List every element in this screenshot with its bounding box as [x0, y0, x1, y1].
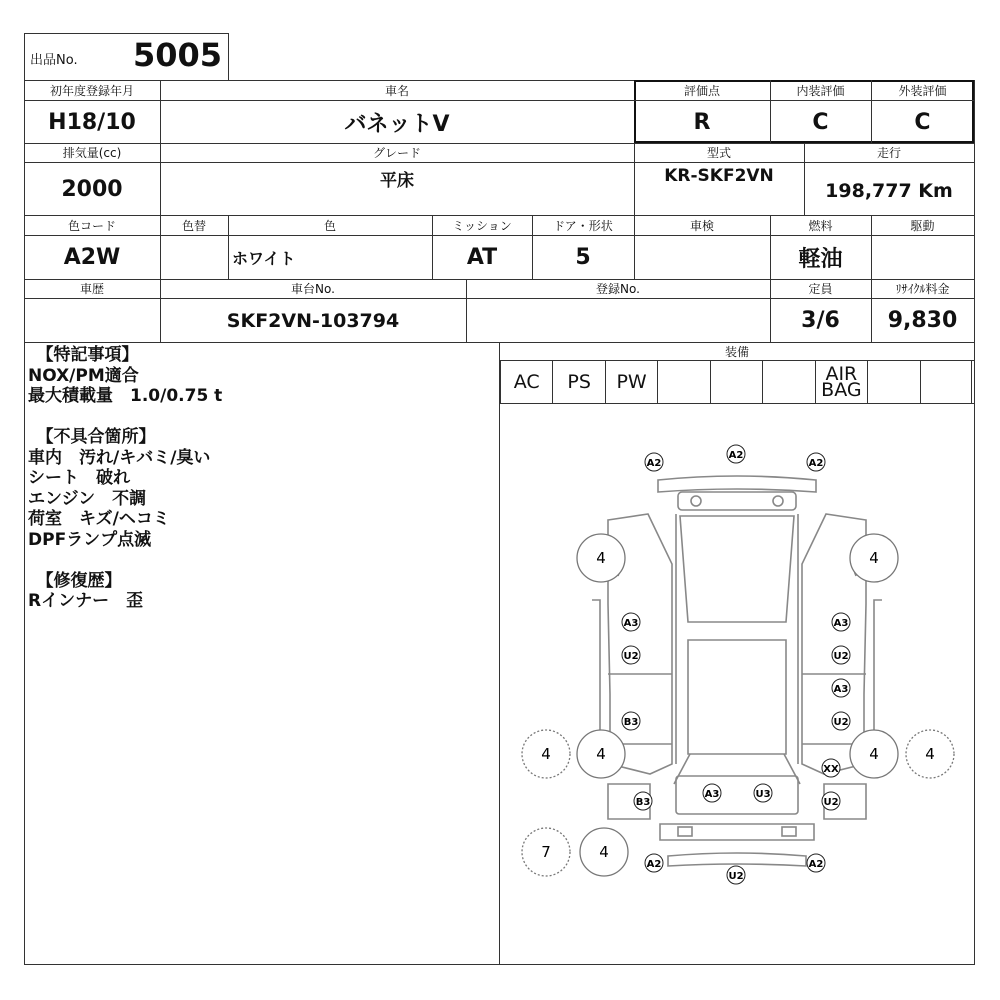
mission-label: ミッション — [452, 218, 512, 233]
capacity-label: 定員 — [808, 282, 833, 296]
damage-mark: U2 — [823, 797, 839, 808]
damage-mark: A3 — [704, 789, 720, 800]
registration-value — [466, 299, 770, 342]
model-label: 型式 — [706, 146, 731, 160]
damage-mark: A2 — [808, 859, 824, 870]
damage-mark: U2 — [728, 871, 744, 882]
tire-text: 7 — [541, 843, 551, 861]
repaint-label: 色替 — [181, 218, 206, 233]
mileage-label: 走行 — [876, 146, 901, 160]
model-value: KR-SKF2VN — [664, 166, 774, 186]
color-code-value: A2W — [63, 245, 121, 270]
damage-mark: B3 — [623, 717, 639, 728]
damage-mark: A2 — [728, 450, 744, 461]
tire-text: 4 — [596, 549, 606, 567]
inspection-value — [634, 236, 770, 279]
first-reg-value: H18/10 — [48, 109, 136, 135]
exterior-value: C — [914, 109, 931, 135]
color-label: 色 — [323, 218, 336, 233]
history-value — [24, 299, 160, 342]
door-value: 5 — [575, 245, 591, 270]
recycle-value: 9,830 — [887, 308, 958, 333]
tire-text: 4 — [869, 549, 879, 567]
equipment-cell: PW — [605, 360, 657, 403]
damage-mark: A3 — [833, 618, 849, 629]
car-name-value: バネットV — [344, 111, 450, 137]
tire-text: 4 — [925, 745, 935, 763]
tire-text: 4 — [599, 843, 609, 861]
equipment-cell — [710, 360, 762, 403]
damage-mark: A2 — [808, 458, 824, 469]
exterior-label: 外装評価 — [898, 84, 947, 98]
color-code-label: 色コード — [67, 218, 116, 233]
drive-value — [871, 236, 974, 279]
history-label: 車歴 — [79, 282, 104, 296]
displacement-label: 排気量(cc) — [62, 146, 122, 160]
grade-value: 平床 — [380, 170, 414, 191]
registration-label: 登録No. — [596, 282, 640, 296]
interior-value: C — [812, 109, 829, 135]
damage-mark: A3 — [623, 618, 639, 629]
drive-label: 駆動 — [910, 218, 935, 233]
chassis-value: SKF2VN-103794 — [226, 309, 400, 332]
mileage-value: 198,777 Km — [825, 180, 953, 202]
tire-text: 4 — [596, 745, 606, 763]
mission-value: AT — [466, 245, 498, 270]
equipment-cell: AC — [500, 360, 552, 403]
tire-text: 4 — [869, 745, 879, 763]
fuel-label: 燃料 — [808, 218, 833, 233]
damage-mark: XX — [823, 764, 839, 775]
score-value: R — [693, 109, 711, 135]
repaint-value — [160, 236, 228, 279]
recycle-label: ﾘｻｲｸﾙ料金 — [895, 282, 950, 296]
equipment-row — [500, 360, 972, 403]
lot-number: 5005 — [132, 36, 222, 74]
equipment-cell: PS — [552, 360, 604, 403]
chassis-label: 車台No. — [291, 282, 335, 296]
damage-diagram — [500, 404, 974, 964]
notes-text: 【特記事項】 NOX/PM適合 最大積載量 1.0/0.75 t 【不具合箇所】 車内 汚れ/キバミ/臭い シート 破れ エンジン 不調 荷室 キズ/ヘコミ DPFランプ点滅 【修復歴】 Rインナー 歪 — [28, 345, 223, 611]
equipment-cell — [867, 360, 919, 403]
equipment-cell — [762, 360, 814, 403]
damage-mark: U2 — [833, 717, 849, 728]
color-value: ホワイト — [232, 249, 296, 268]
inspection-label: 車検 — [689, 218, 714, 233]
damage-mark: A3 — [833, 684, 849, 695]
grade-label: グレード — [372, 146, 421, 160]
equipment-cell — [920, 360, 972, 403]
damage-mark: A2 — [646, 458, 662, 469]
interior-label: 内装評価 — [796, 84, 845, 98]
damage-mark: U2 — [833, 651, 849, 662]
capacity-value: 3/6 — [801, 308, 840, 333]
equipment-cell — [657, 360, 709, 403]
score-label: 評価点 — [683, 84, 720, 98]
car-name-label: 車名 — [384, 84, 409, 98]
fuel-value: 軽油 — [798, 247, 843, 272]
damage-mark: U3 — [755, 789, 771, 800]
equipment-cell: AIR BAG — [815, 360, 867, 403]
door-label: ドア・形状 — [553, 218, 613, 233]
displacement-value: 2000 — [61, 176, 123, 202]
tire-text: 4 — [541, 745, 551, 763]
damage-mark: A2 — [646, 859, 662, 870]
first-reg-label: 初年度登録年月 — [49, 84, 134, 98]
damage-mark: U2 — [623, 651, 639, 662]
lot-label: 出品No. — [30, 52, 78, 68]
equipment-label: 装備 — [724, 344, 749, 359]
damage-marks — [622, 445, 850, 884]
damage-mark: B3 — [635, 797, 651, 808]
